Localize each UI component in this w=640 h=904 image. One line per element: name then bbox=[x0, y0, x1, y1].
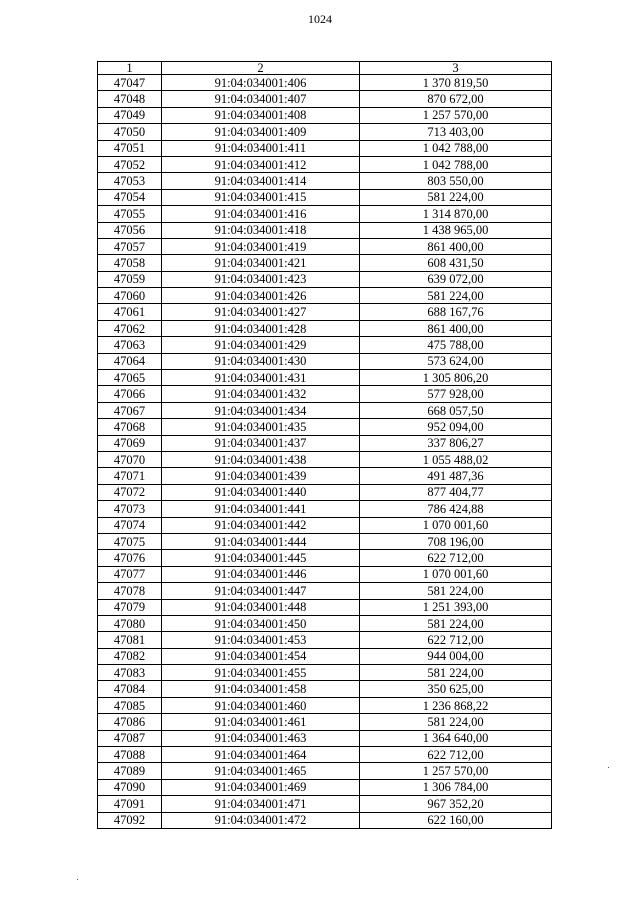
cadastral-number-cell: 91:04:034001:419 bbox=[162, 238, 360, 254]
row-number-cell: 47066 bbox=[98, 386, 162, 402]
cadastral-number-cell: 91:04:034001:448 bbox=[162, 599, 360, 615]
table-row bbox=[98, 222, 552, 238]
table-row bbox=[98, 747, 552, 763]
value-cell: 713 403,00 bbox=[360, 124, 552, 140]
row-number-cell: 47091 bbox=[98, 796, 162, 812]
cadastral-number-cell: 91:04:034001:435 bbox=[162, 419, 360, 435]
table-row bbox=[98, 583, 552, 599]
row-number-cell: 47055 bbox=[98, 206, 162, 222]
row-number-cell: 47085 bbox=[98, 697, 162, 713]
table-row bbox=[98, 320, 552, 336]
value-cell: 581 224,00 bbox=[360, 583, 552, 599]
row-number-cell: 47078 bbox=[98, 583, 162, 599]
row-number-cell: 47064 bbox=[98, 353, 162, 369]
row-number-cell: 47074 bbox=[98, 517, 162, 533]
value-cell: 350 625,00 bbox=[360, 681, 552, 697]
row-number-cell: 47056 bbox=[98, 222, 162, 238]
value-cell: 1 306 784,00 bbox=[360, 779, 552, 795]
row-number-cell: 47061 bbox=[98, 304, 162, 320]
table-row bbox=[98, 435, 552, 451]
table-row bbox=[98, 714, 552, 730]
cadastral-number-cell: 91:04:034001:450 bbox=[162, 615, 360, 631]
row-number-cell: 47079 bbox=[98, 599, 162, 615]
table-row bbox=[98, 615, 552, 631]
table-row bbox=[98, 206, 552, 222]
row-number-cell: 47081 bbox=[98, 632, 162, 648]
table-body bbox=[98, 75, 552, 829]
value-cell: 581 224,00 bbox=[360, 714, 552, 730]
row-number-cell: 47083 bbox=[98, 665, 162, 681]
row-number-cell: 47080 bbox=[98, 615, 162, 631]
table-row bbox=[98, 451, 552, 467]
table-row bbox=[98, 91, 552, 107]
cadastral-number-cell: 91:04:034001:472 bbox=[162, 812, 360, 828]
table-row bbox=[98, 337, 552, 353]
value-cell: 1 070 001,60 bbox=[360, 517, 552, 533]
table-row bbox=[98, 648, 552, 664]
table-row bbox=[98, 763, 552, 779]
scan-mark bbox=[77, 879, 78, 880]
cadastral-number-cell: 91:04:034001:429 bbox=[162, 337, 360, 353]
cadastral-number-cell: 91:04:034001:407 bbox=[162, 91, 360, 107]
cadastral-number-cell: 91:04:034001:426 bbox=[162, 288, 360, 304]
table-row bbox=[98, 501, 552, 517]
value-cell: 861 400,00 bbox=[360, 238, 552, 254]
cadastral-number-cell: 91:04:034001:411 bbox=[162, 140, 360, 156]
table-row bbox=[98, 665, 552, 681]
table-row bbox=[98, 599, 552, 615]
value-cell: 608 431,50 bbox=[360, 255, 552, 271]
table-row bbox=[98, 550, 552, 566]
table-row bbox=[98, 124, 552, 140]
row-number-cell: 47090 bbox=[98, 779, 162, 795]
value-cell: 688 167,76 bbox=[360, 304, 552, 320]
row-number-cell: 47067 bbox=[98, 402, 162, 418]
value-cell: 708 196,00 bbox=[360, 533, 552, 549]
cadastral-number-cell: 91:04:034001:427 bbox=[162, 304, 360, 320]
value-cell: 581 224,00 bbox=[360, 189, 552, 205]
value-cell: 581 224,00 bbox=[360, 288, 552, 304]
value-cell: 870 672,00 bbox=[360, 91, 552, 107]
cadastral-number-cell: 91:04:034001:412 bbox=[162, 156, 360, 172]
row-number-cell: 47070 bbox=[98, 451, 162, 467]
cadastral-number-cell: 91:04:034001:409 bbox=[162, 124, 360, 140]
value-cell: 622 712,00 bbox=[360, 632, 552, 648]
row-number-cell: 47051 bbox=[98, 140, 162, 156]
table-row bbox=[98, 140, 552, 156]
cadastral-number-cell: 91:04:034001:414 bbox=[162, 173, 360, 189]
value-cell: 1 305 806,20 bbox=[360, 370, 552, 386]
value-cell: 877 404,77 bbox=[360, 484, 552, 500]
table-row bbox=[98, 632, 552, 648]
table-row bbox=[98, 419, 552, 435]
value-cell: 581 224,00 bbox=[360, 615, 552, 631]
row-number-cell: 47065 bbox=[98, 370, 162, 386]
cadastral-number-cell: 91:04:034001:406 bbox=[162, 75, 360, 91]
row-number-cell: 47048 bbox=[98, 91, 162, 107]
row-number-cell: 47063 bbox=[98, 337, 162, 353]
table-row bbox=[98, 796, 552, 812]
row-number-cell: 47062 bbox=[98, 320, 162, 336]
table-row bbox=[98, 173, 552, 189]
row-number-cell: 47076 bbox=[98, 550, 162, 566]
table-row bbox=[98, 533, 552, 549]
table-row bbox=[98, 189, 552, 205]
cadastral-number-cell: 91:04:034001:454 bbox=[162, 648, 360, 664]
page-number: 1024 bbox=[308, 12, 332, 26]
row-number-cell: 47075 bbox=[98, 533, 162, 549]
cadastral-number-cell: 91:04:034001:442 bbox=[162, 517, 360, 533]
table-header bbox=[98, 62, 552, 75]
value-cell: 1 070 001,60 bbox=[360, 566, 552, 582]
value-cell: 1 055 488,02 bbox=[360, 451, 552, 467]
value-cell: 475 788,00 bbox=[360, 337, 552, 353]
column-header-2: 2 bbox=[162, 62, 360, 75]
value-cell: 786 424,88 bbox=[360, 501, 552, 517]
value-cell: 668 057,50 bbox=[360, 402, 552, 418]
value-cell: 491 487,36 bbox=[360, 468, 552, 484]
value-cell: 861 400,00 bbox=[360, 320, 552, 336]
value-cell: 1 257 570,00 bbox=[360, 763, 552, 779]
value-cell: 1 042 788,00 bbox=[360, 140, 552, 156]
cadastral-number-cell: 91:04:034001:461 bbox=[162, 714, 360, 730]
table-row bbox=[98, 255, 552, 271]
row-number-cell: 47057 bbox=[98, 238, 162, 254]
cadastral-number-cell: 91:04:034001:423 bbox=[162, 271, 360, 287]
value-cell: 622 712,00 bbox=[360, 550, 552, 566]
table-row bbox=[98, 353, 552, 369]
value-cell: 1 314 870,00 bbox=[360, 206, 552, 222]
table-row bbox=[98, 812, 552, 828]
row-number-cell: 47052 bbox=[98, 156, 162, 172]
header-row bbox=[98, 62, 552, 75]
row-number-cell: 47058 bbox=[98, 255, 162, 271]
cadastral-number-cell: 91:04:034001:415 bbox=[162, 189, 360, 205]
value-cell: 1 251 393,00 bbox=[360, 599, 552, 615]
value-cell: 1 364 640,00 bbox=[360, 730, 552, 746]
table-row bbox=[98, 484, 552, 500]
cadastral-number-cell: 91:04:034001:453 bbox=[162, 632, 360, 648]
cadastral-number-cell: 91:04:034001:463 bbox=[162, 730, 360, 746]
cadastral-number-cell: 91:04:034001:439 bbox=[162, 468, 360, 484]
row-number-cell: 47069 bbox=[98, 435, 162, 451]
row-number-cell: 47050 bbox=[98, 124, 162, 140]
value-cell: 1 438 965,00 bbox=[360, 222, 552, 238]
cadastral-number-cell: 91:04:034001:431 bbox=[162, 370, 360, 386]
table-row bbox=[98, 107, 552, 123]
row-number-cell: 47082 bbox=[98, 648, 162, 664]
cadastral-number-cell: 91:04:034001:438 bbox=[162, 451, 360, 467]
row-number-cell: 47047 bbox=[98, 75, 162, 91]
row-number-cell: 47077 bbox=[98, 566, 162, 582]
value-cell: 967 352,20 bbox=[360, 796, 552, 812]
column-header-3: 3 bbox=[360, 62, 552, 75]
row-number-cell: 47092 bbox=[98, 812, 162, 828]
cadastral-number-cell: 91:04:034001:460 bbox=[162, 697, 360, 713]
row-number-cell: 47049 bbox=[98, 107, 162, 123]
cadastral-number-cell: 91:04:034001:455 bbox=[162, 665, 360, 681]
cadastral-number-cell: 91:04:034001:446 bbox=[162, 566, 360, 582]
value-cell: 1 042 788,00 bbox=[360, 156, 552, 172]
cadastral-number-cell: 91:04:034001:471 bbox=[162, 796, 360, 812]
value-cell: 639 072,00 bbox=[360, 271, 552, 287]
cadastral-number-cell: 91:04:034001:469 bbox=[162, 779, 360, 795]
cadastral-number-cell: 91:04:034001:464 bbox=[162, 747, 360, 763]
value-cell: 803 550,00 bbox=[360, 173, 552, 189]
cadastral-number-cell: 91:04:034001:421 bbox=[162, 255, 360, 271]
value-cell: 622 712,00 bbox=[360, 747, 552, 763]
table-row bbox=[98, 566, 552, 582]
table-row bbox=[98, 697, 552, 713]
cadastral-number-cell: 91:04:034001:441 bbox=[162, 501, 360, 517]
row-number-cell: 47087 bbox=[98, 730, 162, 746]
value-cell: 952 094,00 bbox=[360, 419, 552, 435]
row-number-cell: 47054 bbox=[98, 189, 162, 205]
table-row bbox=[98, 156, 552, 172]
cadastral-number-cell: 91:04:034001:445 bbox=[162, 550, 360, 566]
table-row bbox=[98, 304, 552, 320]
table-row bbox=[98, 370, 552, 386]
cadastral-number-cell: 91:04:034001:447 bbox=[162, 583, 360, 599]
table-row bbox=[98, 402, 552, 418]
table-row bbox=[98, 75, 552, 91]
cadastral-number-cell: 91:04:034001:432 bbox=[162, 386, 360, 402]
value-cell: 573 624,00 bbox=[360, 353, 552, 369]
value-cell: 1 236 868,22 bbox=[360, 697, 552, 713]
row-number-cell: 47086 bbox=[98, 714, 162, 730]
row-number-cell: 47071 bbox=[98, 468, 162, 484]
cadastral-number-cell: 91:04:034001:416 bbox=[162, 206, 360, 222]
cadastral-number-cell: 91:04:034001:458 bbox=[162, 681, 360, 697]
value-cell: 622 160,00 bbox=[360, 812, 552, 828]
cadastral-number-cell: 91:04:034001:430 bbox=[162, 353, 360, 369]
cadastral-number-cell: 91:04:034001:465 bbox=[162, 763, 360, 779]
table-row bbox=[98, 730, 552, 746]
row-number-cell: 47072 bbox=[98, 484, 162, 500]
cadastral-number-cell: 91:04:034001:440 bbox=[162, 484, 360, 500]
value-cell: 1 257 570,00 bbox=[360, 107, 552, 123]
value-cell: 337 806,27 bbox=[360, 435, 552, 451]
row-number-cell: 47060 bbox=[98, 288, 162, 304]
row-number-cell: 47059 bbox=[98, 271, 162, 287]
cadastral-number-cell: 91:04:034001:437 bbox=[162, 435, 360, 451]
row-number-cell: 47073 bbox=[98, 501, 162, 517]
value-cell: 577 928,00 bbox=[360, 386, 552, 402]
cadastral-number-cell: 91:04:034001:434 bbox=[162, 402, 360, 418]
table-row bbox=[98, 288, 552, 304]
row-number-cell: 47088 bbox=[98, 747, 162, 763]
value-cell: 1 370 819,50 bbox=[360, 75, 552, 91]
row-number-cell: 47053 bbox=[98, 173, 162, 189]
row-number-cell: 47068 bbox=[98, 419, 162, 435]
row-number-cell: 47089 bbox=[98, 763, 162, 779]
cadastral-number-cell: 91:04:034001:408 bbox=[162, 107, 360, 123]
value-cell: 944 004,00 bbox=[360, 648, 552, 664]
table-row bbox=[98, 779, 552, 795]
table-row bbox=[98, 517, 552, 533]
table-row bbox=[98, 681, 552, 697]
cadastral-number-cell: 91:04:034001:418 bbox=[162, 222, 360, 238]
registry-table bbox=[97, 61, 552, 829]
row-number-cell: 47084 bbox=[98, 681, 162, 697]
table-row bbox=[98, 238, 552, 254]
value-cell: 581 224,00 bbox=[360, 665, 552, 681]
scan-mark bbox=[608, 767, 609, 768]
cadastral-number-cell: 91:04:034001:444 bbox=[162, 533, 360, 549]
table-row bbox=[98, 386, 552, 402]
table-row bbox=[98, 468, 552, 484]
cadastral-number-cell: 91:04:034001:428 bbox=[162, 320, 360, 336]
column-header-1: 1 bbox=[98, 62, 162, 75]
table-row bbox=[98, 271, 552, 287]
